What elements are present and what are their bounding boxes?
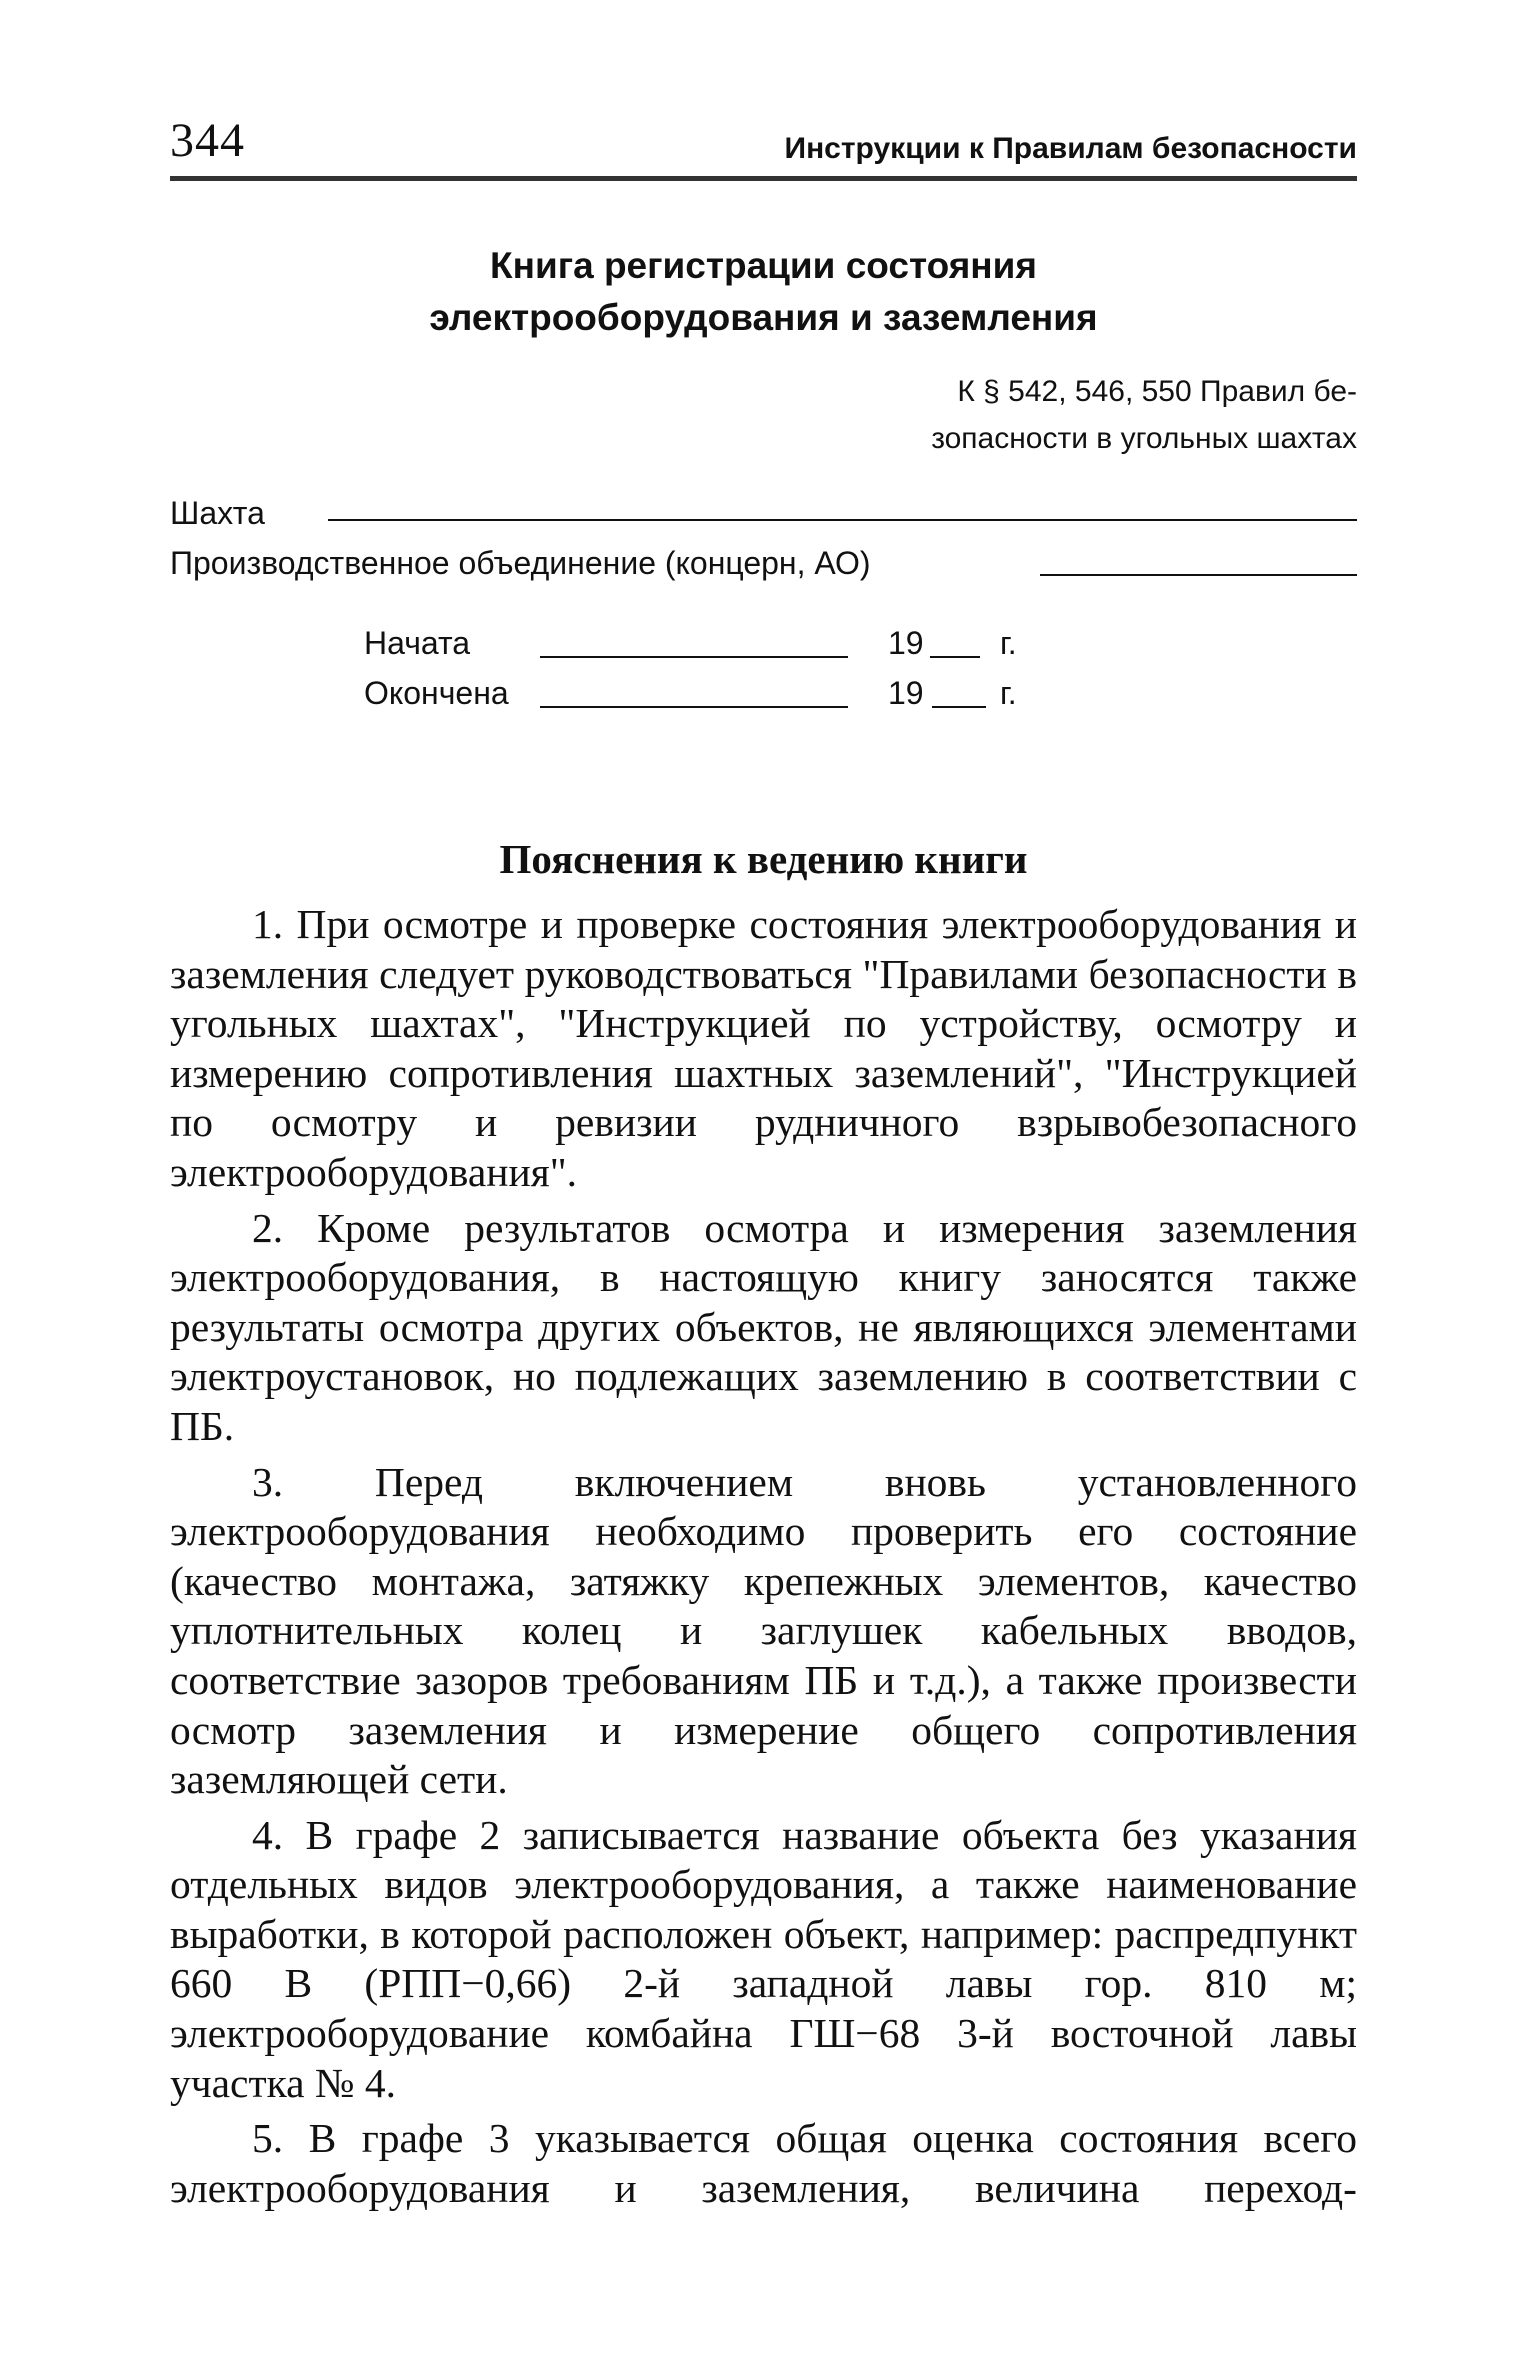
form-title-line-2: электрооборудования и заземления <box>429 297 1098 338</box>
explanations-title: Пояснения к ведению книги <box>499 836 1028 882</box>
started-date-blank <box>540 656 848 658</box>
explanation-paragraph-3: 3. Перед включением вновь установленного электрооборудования необходимо проверить его состояние (качество монтажа, затяжку крепежных элементов, качество уплотнительных колец и заглушек кабельных вводов, соответствие зазоров требованиям ПБ и т.д.), а также произвести осмотр заземления и измерение общего сопротивления заземляющей сети. <box>170 1458 1357 1803</box>
reference-line-1: К § 542, 546, 550 Правил бе- <box>957 375 1357 408</box>
form-title <box>170 240 1357 344</box>
explanation-paragraph-1: 1. При осмотре и проверке состояния электрооборудования и заземления следует руководствоваться "Правилами безопасности в угольных шахтах", "Инструкцией по устройству, осмотру и измерению сопротивления шахтных заземлений", "Инструкцией по осмотру и ревизии рудничного взрывобезопасного электрооборудования". <box>170 901 1357 1195</box>
reference-line-2: зопасности в угольных шахтах <box>931 422 1357 455</box>
explanations-body <box>170 900 1357 2219</box>
mine-label: Шахта <box>170 495 265 531</box>
form-title-line-1: Книга регистрации состояния <box>490 245 1037 286</box>
ended-year-blank <box>932 706 986 708</box>
explanation-paragraph-4: 4. В графе 2 записывается название объекта без указания отдельных видов электрооборудования, а также наименование выработки, в которой расположен объект, например: распредпункт 660 В (РПП−0,66) 2-й западной лавы гор. 810 м; электрооборудование комбайна ГШ−68 3-й восточной лавы участка № 4. <box>170 1811 1357 2106</box>
ended-year-prefix: 19 <box>888 675 924 711</box>
association-blank-line <box>1040 574 1357 576</box>
running-header <box>170 116 1357 176</box>
association-label: Производственное объединение (концерн, АО) <box>170 545 871 581</box>
page-number: 344 <box>170 114 245 167</box>
mine-blank-line <box>328 519 1357 521</box>
header-rule <box>170 176 1357 181</box>
regulation-reference <box>837 368 1357 462</box>
started-year-suffix: г. <box>1000 625 1017 661</box>
started-year-prefix: 19 <box>888 625 924 661</box>
explanation-paragraph-2: 2. Кроме результатов осмотра и измерения заземления электрооборудования, в настоящую книгу заносятся также результаты осмотра других объектов, не являющихся элементами электроустановок, но подлежащих заземлению в соответствии с ПБ. <box>170 1204 1357 1449</box>
started-year-blank <box>930 656 980 658</box>
explanation-paragraph-5: 5. В графе 3 указывается общая оценка состояния всего электрооборудования и заземления, величина переход- <box>170 2115 1357 2211</box>
ended-year-suffix: г. <box>1000 675 1017 711</box>
running-title: Инструкции к Правилам безопасности <box>784 132 1357 165</box>
started-label: Начата <box>364 625 471 661</box>
ended-label: Окончена <box>364 675 509 711</box>
ended-date-blank <box>540 706 848 708</box>
